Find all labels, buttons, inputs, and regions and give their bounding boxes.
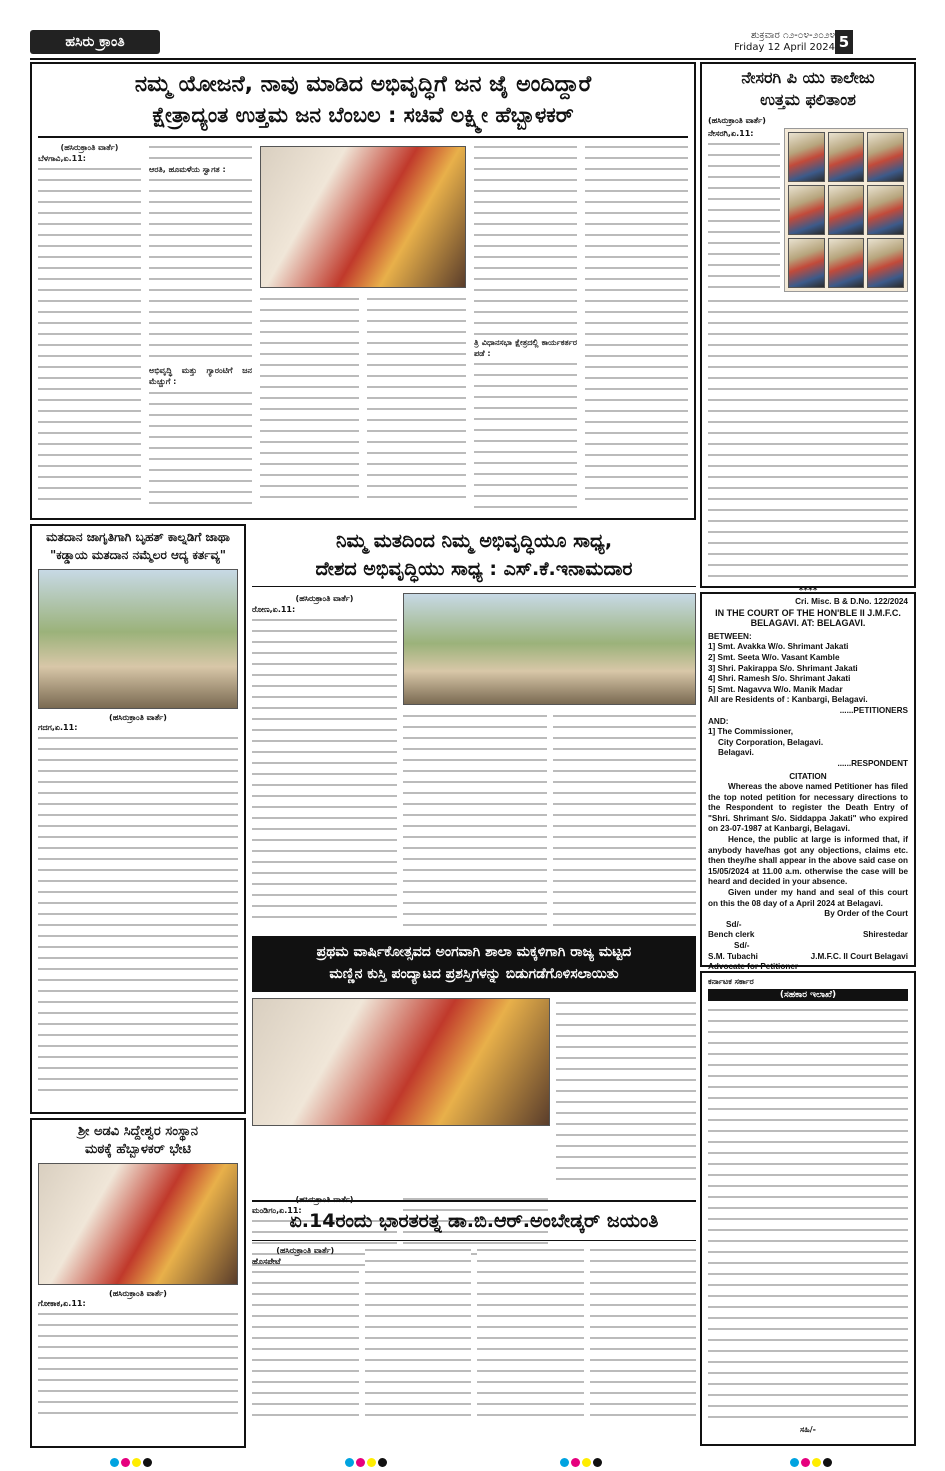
vote-development-story bbox=[252, 524, 696, 934]
ambedkar-byline: (ಹಸಿರುಕ್ರಾಂತಿ ವಾರ್ತೆ) bbox=[276, 1246, 335, 1255]
sd-left-1: Sd/- bbox=[726, 919, 742, 929]
college-text-left bbox=[708, 128, 780, 292]
petitioner-5: 5] Smt. Nagavva W/o. Manik Madar bbox=[708, 684, 843, 694]
court-citation bbox=[700, 592, 916, 972]
college-headline-2: ಉತ್ತಮ ಫಲಿತಾಂಶ bbox=[760, 90, 856, 109]
registration-marks-right bbox=[790, 1452, 834, 1471]
wrestling-headline-1: ಪ್ರಥಮ ವಾರ್ಷಿಕೋತ್ಸವದ ಅಂಗವಾಗಿ ಶಾಲಾ ಮಕ್ಕಳಿಗಾಗಿ ರಾಜ್ಯ ಮಟ್ಟದ bbox=[316, 944, 632, 960]
petitioner-2: 2] Smt. Seeta W/o. Vasant Kamble bbox=[708, 652, 840, 662]
lead-subhead-3: ತ್ರಿ ವಿಧಾನಸಭಾ ಕ್ಷೇತ್ರದಲ್ಲಿ ಕಾರ್ಯಕರ್ತರ ಪಡೆ : bbox=[474, 338, 577, 359]
math-visit-story bbox=[30, 1118, 246, 1448]
lead-subhead-1: ಆರತಿ, ಹೂಮಳೆಯ ಸ್ವಾಗತ : bbox=[149, 165, 226, 174]
registration-marks-left bbox=[110, 1452, 154, 1471]
citation-body-2: Hence, the public at large is informed that, if anybody have/has got any objections, claims etc. then they/he shall appear in the above said case on 15/05/2024 at 11.00 a.m. otherwise the case will be heard and decided in your absence. bbox=[708, 835, 908, 887]
registration-marks-mid bbox=[560, 1452, 604, 1471]
visit-headline-1: ಶ್ರೀ ಅಡವಿ ಸಿದ್ದೇಶ್ವರ ಸಂಸ್ಥಾನ bbox=[77, 1124, 199, 1139]
citation-body-1: Whereas the above named Petitioner has filed the top noted petition for necessary directions to the Respondent to register the Death Entry of "Shri. Shrimant S/o. Siddappa Jakati" who expired on 23-07-1987 at Kanbargi, Belagavi. bbox=[708, 782, 908, 834]
citation-title: CITATION bbox=[789, 771, 827, 781]
wrestling-photo bbox=[252, 998, 550, 1126]
college-headline-1: ನೇಸರಗಿ ಪಿ ಯು ಕಾಲೇಜು bbox=[741, 68, 875, 87]
coop-header-1: ಕರ್ನಾಟಕ ಸರ್ಕಾರ bbox=[708, 977, 754, 986]
paper-name-logo: ಹಸಿರು ಕ್ರಾಂತಿ bbox=[30, 30, 160, 54]
lead-column-4 bbox=[474, 142, 577, 510]
voting-byline: (ಹಸಿರುಕ್ರಾಂತಿ ವಾರ್ತೆ) bbox=[109, 713, 167, 722]
voting-walk-photo bbox=[38, 569, 238, 709]
ambedkar-col-4 bbox=[590, 1245, 697, 1417]
page-number: 5 bbox=[835, 30, 853, 54]
ambedkar-dateline: ಹೊಸಪೇಟೆ bbox=[252, 1257, 281, 1266]
vote-dev-col-2 bbox=[403, 711, 547, 929]
vote-dev-col-3 bbox=[553, 711, 697, 929]
lead-photo-column bbox=[260, 142, 466, 510]
coop-sign: ಸಹಿ/- bbox=[800, 1425, 816, 1434]
wrestling-banner bbox=[252, 936, 696, 992]
topper-photo bbox=[867, 185, 904, 235]
voting-headline-1: ಮತದಾನ ಜಾಗೃತಿಗಾಗಿ ಬೃಹತ್ ಕಾಲ್ನಡಿಗೆ ಜಾಥಾ bbox=[46, 530, 230, 544]
wrestling-headline-2: ಮಣ್ಣಿನ ಕುಸ್ತಿ ಪಂದ್ಯಾಟದ ಪ್ರಶಸ್ತಿಗಳನ್ನು ಬಿಡುಗಡೆಗೊಳಿಸಲಾಯಿತು bbox=[329, 966, 619, 982]
by-order: By Order of the Court bbox=[824, 909, 908, 919]
respondent-label: ......RESPONDENT bbox=[837, 758, 908, 768]
lead-column-5 bbox=[585, 142, 688, 510]
court-name-line-1: IN THE COURT OF THE HON'BLE II J.M.F.C. bbox=[715, 607, 901, 618]
lead-column-1 bbox=[38, 142, 141, 510]
ambedkar-headline: ಏ.14ರಂದು ಭಾರತರತ್ನ ಡಾ.ಬಿ.ಆರ್.ಅಂಬೇಡ್ಕರ್ ಜಯಂತಿ bbox=[289, 1210, 659, 1232]
wrestling-story bbox=[252, 998, 696, 1215]
topper-photo bbox=[828, 132, 865, 182]
lead-byline: (ಹಸಿರುಕ್ರಾಂತಿ ವಾರ್ತೆ) bbox=[60, 143, 119, 152]
citation-body-3: Given under my hand and seal of this court on this the 08 day of a April 2024 at Belagavi. bbox=[708, 888, 908, 908]
lead-story bbox=[30, 62, 696, 520]
visit-byline: (ಹಸಿರುಕ್ರಾಂತಿ ವಾರ್ತೆ) bbox=[109, 1289, 167, 1298]
respondent-line-1: 1] The Commissioner, bbox=[708, 727, 794, 737]
voting-dateline: ಗದಗ,ಏ.11: bbox=[38, 723, 78, 732]
between-label: BETWEEN: bbox=[708, 631, 752, 641]
college-story bbox=[700, 62, 916, 596]
date-kannada: ಶುಕ್ರವಾರ ೧೨-೦೪-೨೦೨೪ bbox=[750, 30, 835, 41]
ambedkar-col-3 bbox=[477, 1245, 584, 1417]
topper-photo bbox=[828, 185, 865, 235]
shirestedar: Shirestedar bbox=[862, 930, 908, 940]
petitioners-label: ......PETITIONERS bbox=[839, 705, 908, 715]
college-dateline: ನೇಸರಗಿ,ಏ.11: bbox=[708, 129, 754, 138]
voting-body bbox=[38, 733, 238, 1099]
petitioner-4: 4] Shri. Ramesh S/o. Shrimant Jakati bbox=[708, 674, 851, 684]
ambedkar-story bbox=[252, 1200, 696, 1446]
lead-headline-1: ನಮ್ಮ ಯೋಜನೆ, ನಾವು ಮಾಡಿದ ಅಭಿವೃದ್ಧಿಗೆ ಜನ ಜೈ ಅಂದಿದ್ದಾರೆ bbox=[134, 72, 592, 97]
respondent-line-2: City Corporation, Belagavi. bbox=[718, 737, 824, 747]
advocate-name: S.M. Tubachi bbox=[708, 951, 758, 961]
lead-photo-minister bbox=[260, 146, 466, 288]
topper-photo bbox=[788, 185, 825, 235]
vote-dev-col-1 bbox=[252, 593, 397, 929]
voting-walk-story bbox=[30, 524, 246, 1114]
petitioners-residence: All are Residents of : Kanbargi, Belagavi. bbox=[708, 695, 868, 705]
masthead-rule bbox=[30, 58, 916, 60]
lead-subhead-2: ಅಭಿವೃದ್ಧಿ ಮತ್ತು ಗ್ಯಾರಂಟಿಗೆ ಜನ ಮೆಚ್ಚುಗೆ : bbox=[149, 366, 252, 387]
advocate-role: Advocate for Petitioner bbox=[708, 962, 799, 972]
toppers-collage bbox=[784, 128, 908, 292]
bench-clerk: Bench clerk bbox=[708, 930, 755, 940]
topper-photo bbox=[828, 238, 865, 288]
visit-photo bbox=[38, 1163, 238, 1285]
wrestling-col-right bbox=[556, 998, 696, 1188]
wrestling-dateline: ಮಂಡಿಗಂ,ಏ.11: bbox=[252, 1206, 302, 1215]
visit-dateline: ಗೋಕಾಕ,ಏ.11: bbox=[38, 1299, 86, 1308]
petitioner-1: 1] Smt. Avakka W/o. Shrimant Jakati bbox=[708, 642, 849, 652]
lead-headline-2: ಕ್ಷೇತ್ರಾದ್ಯಂತ ಉತ್ತಮ ಜನ ಬೆಂಬಲ : ಸಚಿವೆ ಲಕ್ಷ್ಮೀ ಹೆಬ್ಬಾಳಕರ್ bbox=[152, 103, 574, 127]
sd-left-2: Sd/- bbox=[734, 941, 750, 950]
lead-column-2 bbox=[149, 142, 252, 510]
vote-dev-headline-1: ನಿಮ್ಮ ಮತದಿಂದ ನಿಮ್ಮ ಅಭಿವೃದ್ಧಿಯೂ ಸಾಧ್ಯ, bbox=[335, 530, 613, 552]
topper-photo bbox=[788, 132, 825, 182]
judge-court: J.M.F.C. II Court Belagavi bbox=[810, 951, 908, 961]
vote-dev-byline: (ಹಸಿರುಕ್ರಾಂತಿ ವಾರ್ತೆ) bbox=[295, 594, 354, 603]
ambedkar-col-1 bbox=[252, 1245, 359, 1417]
court-name-line-2: BELAGAVI. AT: BELAGAVI. bbox=[750, 618, 866, 629]
visit-headline-2: ಮಠಕ್ಕೆ ಹೆಬ್ಬಾಳಕರ್ ಭೇಟಿ bbox=[84, 1142, 191, 1157]
college-byline: (ಹಸಿರುಕ್ರಾಂತಿ ವಾರ್ತೆ) bbox=[708, 116, 766, 125]
visit-body bbox=[38, 1309, 238, 1419]
date-english: Friday 12 April 2024 bbox=[734, 42, 835, 53]
case-number: Cri. Misc. B & D.No. 122/2024 bbox=[795, 597, 908, 606]
vote-dev-dateline: ರೋಣ,ಏ.11: bbox=[252, 605, 296, 614]
petitioner-3: 3] Shri. Pakirappa S/o. Shrimant Jakati bbox=[708, 663, 858, 673]
coop-header-2: (ಸಹಕಾರ ಇಲಾಖೆ) bbox=[708, 989, 908, 1001]
topper-photo bbox=[867, 238, 904, 288]
ambedkar-col-2 bbox=[365, 1245, 472, 1417]
vote-dev-headline-2: ದೇಶದ ಅಭಿವೃದ್ಧಿಯು ಸಾಧ್ಯ : ಎಸ್.ಕೆ.ಇನಾಮದಾರ bbox=[315, 558, 633, 580]
topper-photo bbox=[867, 132, 904, 182]
college-body bbox=[708, 296, 908, 586]
college-end-mark: **** bbox=[798, 586, 818, 596]
coop-notice bbox=[700, 971, 916, 1446]
respondent-line-3: Belagavi. bbox=[718, 748, 754, 758]
and-label: AND: bbox=[708, 716, 729, 726]
lead-dateline: ಬೆಳಗಾವಿ,ಏ.11: bbox=[38, 154, 87, 164]
registration-marks-center bbox=[345, 1452, 389, 1471]
vote-dev-photo bbox=[403, 593, 696, 705]
voting-headline-2: "ಕಡ್ಡಾಯ ಮತದಾನ ನಮ್ಮೆಲರ ಆದ್ಯ ಕರ್ತವ್ಯ" bbox=[49, 548, 227, 562]
coop-notice-body bbox=[708, 1005, 908, 1425]
topper-photo bbox=[788, 238, 825, 288]
